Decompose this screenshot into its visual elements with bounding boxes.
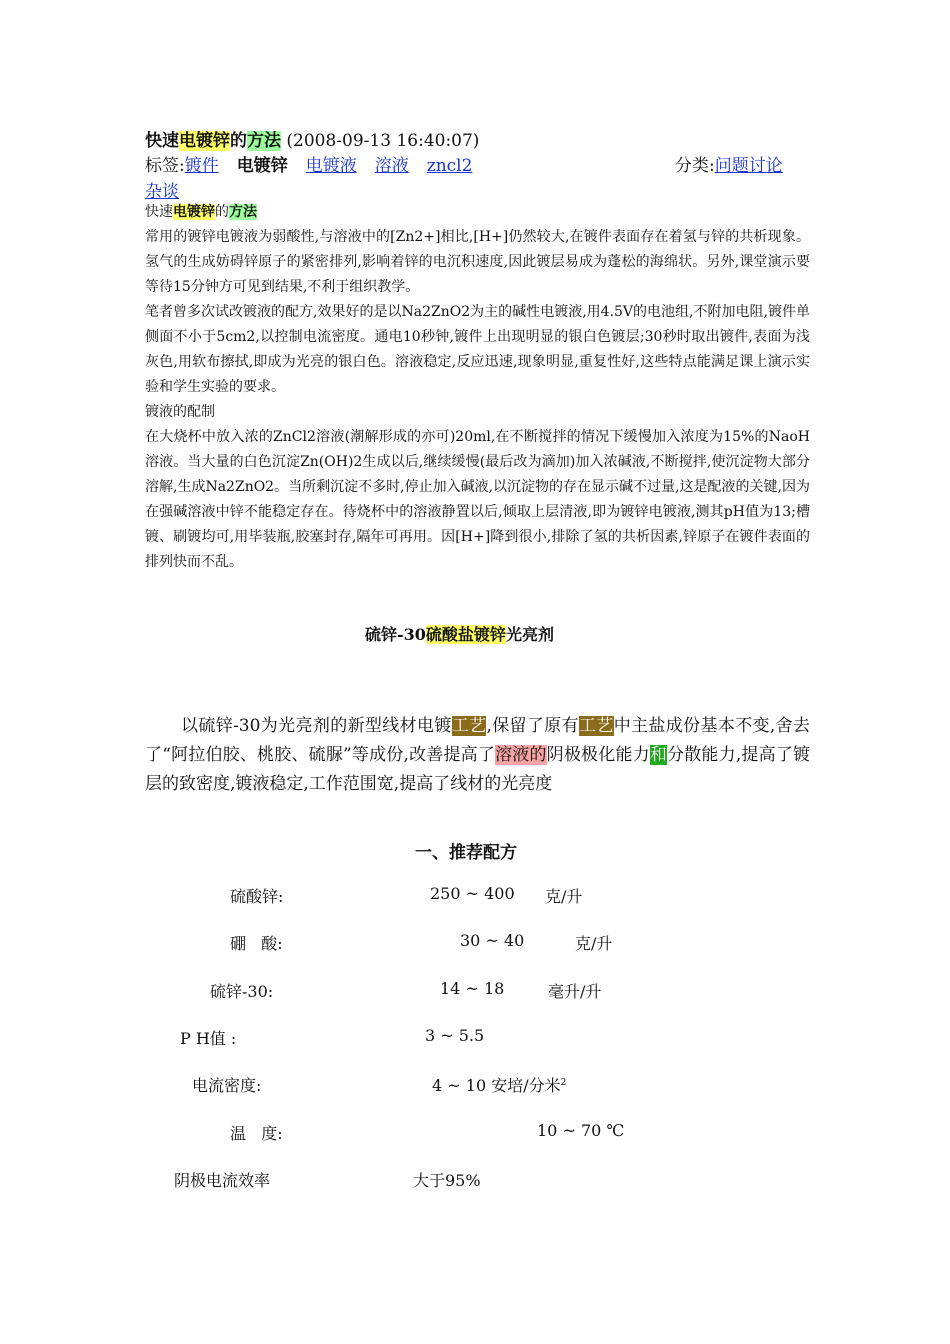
category-link-misc[interactable]: 杂谈 [145,182,179,202]
subtitle-highlight-method: 方法 [229,204,257,220]
formula-row-value: 14 ~ 18 [440,979,505,998]
subtitle-prefix: 快速 [145,204,173,220]
formula-row-value: 10 ~ 70 ℃ [537,1121,625,1140]
subtitle-mid: 的 [215,204,229,220]
intro-part-a: 以硫锌-30为光亮剂的新型线材电镀 [181,716,452,736]
intro-part-b: ,保留了原有 [486,716,579,736]
title-highlight-electro-galvanizing: 电镀锌 [179,131,230,151]
section2-title-prefix: 硫锌-30 [365,625,426,644]
category-continuation [145,177,179,202]
formula-row-unit: 毫升/升 [548,982,602,1001]
intro-part-e: 分散能力,提高了镀层的致密度,镀液稳定,工作范围宽,提高了线材的光亮度 [145,745,811,794]
section-heading-preparation: 镀液的配制 [145,404,215,420]
category-label: 分类: [675,156,715,176]
article-paragraph-2: 笔者曾多次试改镀液的配方,效果好的是以Na2ZnO2为主的碱性电镀液,用4.5V的电池组,不附加电阻,镀件单侧面不小于5cm2,以控制电流密度。通电10秒钟,镀件上出现明显的银白色镀层;30秒时取出镀件,表面为浅灰色,用软布擦拭,即成为光亮的银白色。溶液稳定,反应迅速,现象明显,重复性好,这些特点能满足课上演示实验和学生实验的要求。 [145,304,810,395]
formula-row-unit: 克/升 [575,934,613,953]
intro-highlight-process-2: 工艺 [578,716,614,736]
post-timestamp: (2008-09-13 16:40:07) [286,131,480,151]
category-link-discussion[interactable]: 问题讨论 [714,156,783,176]
formula-row-value: 3 ~ 5.5 [425,1026,485,1045]
intro-highlight-process-1: 工艺 [451,716,487,736]
intro-part-c: 中主盐成份基本不变,舍去了“阿拉伯胶、桃胶、硫脲”等成份,改善提高了 [145,716,811,765]
article-subtitle [145,200,257,225]
tags-label: 标签: [145,156,185,176]
title-highlight-method: 方法 [247,131,281,151]
tag-current-electro-galvanizing: 电镀锌 [236,156,288,176]
formula-row-label: 温 度: [230,1124,283,1143]
section2-intro [145,712,810,799]
formula-row-label: 硫锌-30: [210,982,274,1001]
section2-title [365,622,554,645]
tag-link-plated-part[interactable]: 镀件 [184,156,219,176]
formula-row-label: 电流密度: [192,1076,262,1095]
article-paragraph-1: 常用的镀锌电镀液为弱酸性,与溶液中的[Zn2+]相比,[H+]仍然较大,在镀件表面存在着氢与锌的共析现象。氢气的生成妨碍锌原子的紧密排列,影响着锌的电沉积速度,因此镀层易成为蓬松的海绵状。另外,课堂演示要等待15分钟方可见到结果,不利于组织教学。 [145,229,810,295]
current-density-value: 4 ~ 10 安培/分米 [432,1076,561,1095]
formula-title: 一、推荐配方 [415,843,517,863]
formula-row-value: 250 ~ 400 [430,884,515,903]
formula-row-value: 大于95% [413,1171,481,1190]
formula-row-label: P H值 : [180,1029,237,1048]
tag-link-plating-solution[interactable]: 电镀液 [305,156,357,176]
article-paragraph-3: 在大烧杯中放入浓的ZnCl2溶液(潮解形成的亦可)20ml,在不断搅拌的情况下缓慢加入浓度为15%的NaoH溶液。当大量的白色沉淀Zn(OH)2生成以后,继续缓慢(最后改为滴加)加入浓碱液,不断搅拌,使沉淀物大部分溶解,生成Na2ZnO2。当所剩沉淀不多时,停止加入碱液,以沉淀物的存在显示碱不过量,这是配液的关键,因为在强碱溶液中锌不能稳定存在。待烧杯中的溶液静置以后,倾取上层清液,即为镀锌电镀液,测其pH值为13;槽镀、刷镀均可,用毕装瓶,胶塞封存,隔年可再用。因[H+]降到很小,排除了氢的共析因素,锌原子在镀件表面的排列快而不乱。 [145,429,810,570]
intro-highlight-solution: 溶液的 [495,745,547,765]
title-mid: 的 [230,131,247,151]
subtitle-highlight-electro-galvanizing: 电镀锌 [173,204,215,220]
formula-row-value-current-density [432,1073,566,1096]
intro-highlight-and: 和 [649,745,668,765]
formula-row-unit: 克/升 [545,887,583,906]
current-density-exponent: 2 [560,1078,567,1088]
formula-row-value: 30 ~ 40 [460,931,525,950]
section2-title-suffix: 光亮剂 [505,625,554,644]
tags-row [145,151,810,176]
tag-link-zncl2[interactable]: zncl2 [426,156,473,176]
intro-part-d: 阴极极化能力 [546,745,650,765]
formula-row-label: 阴极电流效率 [174,1171,271,1190]
title-prefix: 快速 [145,131,179,151]
formula-row-label: 硫酸锌: [230,887,284,906]
post-title [145,126,479,151]
section2-title-highlight: 硫酸盐镀锌 [425,625,506,644]
tag-link-solution[interactable]: 溶液 [374,156,409,176]
formula-row-label: 硼 酸: [230,934,283,953]
category-group [675,151,783,176]
